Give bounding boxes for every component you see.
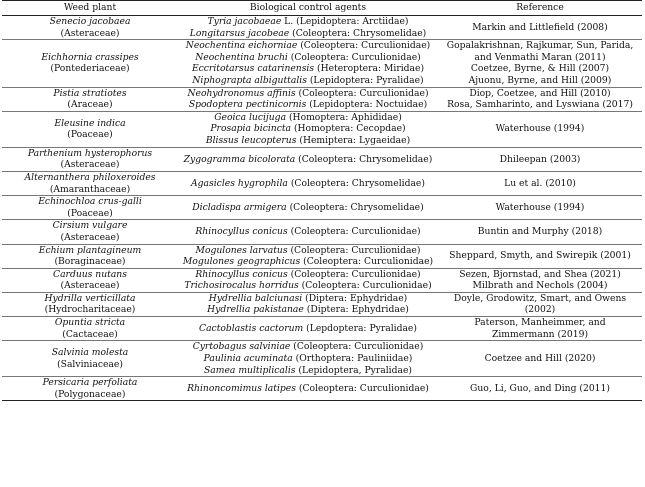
- weed-family: (Asteraceae): [60, 280, 120, 292]
- agent-species: Prosapia bicincta: [210, 123, 292, 135]
- agent-entry: [179, 353, 437, 365]
- reference-text: Sheppard, Smyth, and Swirepik (2001): [449, 250, 631, 262]
- agent-taxonomy: (Lepdoptera: Pyralidae): [303, 322, 417, 334]
- reference-cell: [438, 40, 642, 87]
- reference-text: Gopalakrishnan, Rajkumar, Sun, Parida,: [446, 40, 634, 52]
- table-row: [2, 16, 642, 40]
- agents-cell: [178, 220, 438, 244]
- weed-family: (Cactaceae): [62, 328, 118, 340]
- agent-species: Longitarsus jacobeae: [189, 27, 290, 39]
- agent-species: Agasicles hygrophila: [191, 177, 288, 189]
- agents-cell: [178, 16, 438, 40]
- agent-species: Rhinocyllus conicus: [195, 268, 288, 280]
- agent-species: Eccritotarsus catarinensis: [191, 63, 315, 75]
- agent-taxonomy: (Coleoptera: Curculionidae): [287, 268, 421, 280]
- weed-family: (Polygonaceae): [54, 388, 126, 400]
- agent-taxonomy: (Coleoptera: Curculionidae): [287, 244, 421, 256]
- agent-entry: [179, 323, 437, 335]
- agent-species: Paulinia acuminata: [203, 352, 293, 364]
- agent-entry: [179, 123, 437, 135]
- agent-species: Spodoptera pectinicornis: [188, 99, 307, 111]
- header-weed-plant: Weed plant: [2, 1, 178, 16]
- table-row: [2, 341, 642, 377]
- agent-entry: [179, 341, 437, 353]
- reference-cell: [438, 244, 642, 268]
- reference-text: and Venmathi Maran (2011): [474, 51, 606, 63]
- agent-entry: [179, 383, 437, 395]
- weed-cell: [2, 16, 178, 40]
- weed-species-name: Persicaria perfoliata: [42, 377, 138, 389]
- agent-taxonomy: (Coleoptera: Curculionidae): [297, 40, 431, 52]
- weed-cell: [2, 220, 178, 244]
- reference-cell: [438, 377, 642, 401]
- agents-cell: [178, 147, 438, 171]
- reference-cell: [438, 292, 642, 316]
- weed-species-name: Eichhornia crassipes: [41, 51, 139, 63]
- reference-text: Sezen, Bjornstad, and Shea (2021): [459, 268, 621, 280]
- reference-text: Guo, Li, Guo, and Ding (2011): [470, 383, 610, 395]
- agent-species: Geoica lucijuga: [214, 111, 287, 123]
- agent-taxonomy: (Coleoptera: Curculionidae): [295, 87, 429, 99]
- weed-cell: [2, 196, 178, 220]
- agent-species: Samea multiplicalis: [204, 364, 296, 376]
- agents-cell: [178, 292, 438, 316]
- agent-entry: [179, 16, 437, 28]
- table-row: [2, 244, 642, 268]
- agent-species: Mogulones larvatus: [195, 244, 288, 256]
- reference-cell: [438, 16, 642, 40]
- agent-entry: [179, 178, 437, 190]
- agent-entry: [179, 245, 437, 257]
- header-control-agents: Biological control agents: [178, 1, 438, 16]
- agent-species: Zygogramma bicolorata: [183, 153, 296, 165]
- agent-taxonomy: (Heteroptera: Miridae): [314, 63, 425, 75]
- agent-species: Neochentina eichorniae: [185, 40, 298, 52]
- agent-species: Cyrtobagus salviniae: [192, 341, 291, 353]
- reference-cell: [438, 111, 642, 147]
- agent-entry: [179, 304, 437, 316]
- agent-taxonomy: (Coleoptera: Curculionidae): [298, 280, 432, 292]
- weed-family: (Hydrocharitaceae): [44, 304, 136, 316]
- weed-cell: [2, 377, 178, 401]
- weed-cell: [2, 341, 178, 377]
- table-row: [2, 147, 642, 171]
- agent-species: Rhinoncomimus latipes: [187, 383, 296, 395]
- agent-taxonomy: L. (Lepidoptera: Arctiidae): [281, 16, 409, 27]
- weed-species-name: Carduus nutans: [53, 268, 127, 280]
- reference-text: Waterhouse (1994): [495, 201, 585, 213]
- reference-cell: [438, 196, 642, 220]
- weed-species-name: Opuntia stricta: [54, 317, 126, 329]
- agent-entry: [179, 135, 437, 147]
- agent-species: Mogulones geographicus: [182, 256, 301, 268]
- agent-taxonomy: (Coleoptera: Chrysomelidae): [287, 177, 425, 189]
- table-row: [2, 196, 642, 220]
- weed-species-name: Echium plantagineum: [38, 244, 142, 256]
- agent-entry: [179, 75, 437, 87]
- agent-taxonomy: (Diptera: Ephydridae): [303, 304, 409, 316]
- agent-taxonomy: (Coleoptera: Curculionidae): [300, 256, 434, 268]
- reference-cell: [438, 87, 642, 111]
- agent-taxonomy: (Lepidoptera, Pyralidae): [295, 364, 412, 376]
- reference-text: Buntin and Murphy (2018): [477, 226, 603, 238]
- table-row: [2, 111, 642, 147]
- weed-species-name: Eleusine indica: [54, 117, 126, 129]
- reference-text: Paterson, Manheimmer, and: [474, 317, 606, 329]
- weed-family: (Asteraceae): [60, 231, 120, 243]
- weed-family: (Asteraceae): [60, 27, 120, 39]
- agent-taxonomy: (Coleoptera: Curculionidae): [290, 341, 424, 353]
- agent-species: Niphograpta albiguttalis: [192, 74, 307, 86]
- agent-entry: [179, 88, 437, 100]
- table-header: [2, 1, 642, 16]
- agents-cell: [178, 341, 438, 377]
- reference-text: Doyle, Grodowitz, Smart, and Owens: [453, 292, 627, 304]
- table-row: [2, 317, 642, 341]
- agent-species: Neohydronomus affinis: [187, 87, 296, 99]
- agent-taxonomy: (Orthoptera: Pauliniidae): [292, 352, 413, 364]
- weed-species-name: Alternanthera philoxeroides: [24, 171, 156, 183]
- weed-cell: [2, 244, 178, 268]
- agent-entry: [179, 99, 437, 111]
- agent-species: Cactoblastis cactorum: [199, 322, 304, 334]
- agents-cell: [178, 87, 438, 111]
- agent-entry: [179, 202, 437, 214]
- weed-cell: [2, 147, 178, 171]
- reference-text: Rosa, Samharinto, and Lyswiana (2017): [447, 99, 633, 111]
- weed-family: (Asteraceae): [60, 159, 120, 171]
- reference-cell: [438, 341, 642, 377]
- weed-species-name: Hydrilla verticillata: [44, 292, 136, 304]
- agent-taxonomy: (Coleoptera: Chrysomelidae): [289, 27, 427, 39]
- reference-cell: [438, 268, 642, 292]
- agent-taxonomy: (Coleoptera: Curculionidae): [295, 383, 429, 395]
- agent-taxonomy: (Diptera: Ephydridae): [302, 292, 408, 304]
- weed-cell: [2, 171, 178, 195]
- weed-cell: [2, 268, 178, 292]
- reference-cell: [438, 220, 642, 244]
- agents-cell: [178, 244, 438, 268]
- agent-species: Rhinocyllus conicus: [195, 226, 288, 238]
- reference-cell: [438, 147, 642, 171]
- agent-species: Dicladispa armigera: [192, 201, 287, 213]
- weed-family: (Salviniaceae): [57, 358, 123, 370]
- agent-species: Trichosirocalus horridus: [184, 280, 299, 292]
- reference-cell: [438, 317, 642, 341]
- agents-cell: [178, 111, 438, 147]
- agent-entry: [179, 226, 437, 238]
- header-row: [2, 1, 642, 16]
- reference-text: Waterhouse (1994): [495, 123, 585, 135]
- weed-species-name: Salvinia molesta: [51, 347, 129, 359]
- agents-cell: [178, 268, 438, 292]
- agent-species: Hydrellia balciunasi: [208, 292, 303, 304]
- weed-family: (Poaceae): [67, 207, 113, 219]
- table-row: [2, 171, 642, 195]
- table-row: [2, 220, 642, 244]
- agent-taxonomy: (Coleoptera: Curculionidae): [287, 51, 421, 63]
- weed-species-name: Pistia stratiotes: [53, 87, 127, 99]
- weed-species-name: Cirsium vulgare: [52, 220, 128, 232]
- weed-cell: [2, 87, 178, 111]
- agent-taxonomy: (Lepidoptera: Noctuidae): [306, 99, 428, 111]
- agents-cell: [178, 40, 438, 87]
- reference-text: Coetzee, Byrne, & Hill (2007): [470, 63, 610, 75]
- reference-text: (2002): [524, 304, 556, 316]
- agent-species: Hydrellia pakistanae: [207, 304, 304, 316]
- weed-species-name: Parthenium hysterophorus: [27, 147, 153, 159]
- reference-text: Markin and Littlefield (2008): [472, 21, 608, 33]
- agent-entry: [179, 40, 437, 52]
- weed-cell: [2, 317, 178, 341]
- reference-text: Diop, Coetzee, and Hill (2010): [469, 87, 611, 99]
- agent-taxonomy: (Hemiptera: Lygaeidae): [296, 135, 411, 147]
- reference-text: Dhileepan (2003): [499, 153, 581, 165]
- weed-family: (Araceae): [67, 99, 113, 111]
- weed-species-name: Senecio jacobaea: [49, 16, 131, 27]
- agents-cell: [178, 196, 438, 220]
- agent-taxonomy: (Lepidoptera: Pyralidae): [306, 74, 424, 86]
- agent-entry: [179, 269, 437, 281]
- agent-taxonomy: (Coleoptera: Curculionidae): [287, 226, 421, 238]
- agent-entry: [179, 28, 437, 40]
- reference-text: Lu et al. (2010): [504, 177, 576, 189]
- weed-family: (Boraginaceae): [54, 256, 126, 268]
- weed-family: (Amaranthaceae): [49, 183, 131, 195]
- agent-entry: [179, 256, 437, 268]
- reference-text: Ajuonu, Byrne, and Hill (2009): [468, 74, 612, 86]
- table-row: [2, 292, 642, 316]
- reference-text: Coetzee and Hill (2020): [484, 352, 596, 364]
- reference-text: Zimmermann (2019): [491, 328, 589, 340]
- agent-entry: [179, 52, 437, 64]
- agent-species: Blissus leucopterus: [205, 135, 297, 147]
- reference-cell: [438, 171, 642, 195]
- weed-cell: [2, 111, 178, 147]
- weed-cell: [2, 40, 178, 87]
- weed-cell: [2, 292, 178, 316]
- weed-species-name: Echinochloa crus-galli: [38, 196, 142, 208]
- weed-family: (Poaceae): [67, 129, 113, 141]
- table-body: [2, 16, 642, 401]
- table-row: [2, 377, 642, 401]
- agent-taxonomy: (Homoptera: Cecopdae): [291, 123, 406, 135]
- agents-cell: [178, 377, 438, 401]
- agent-taxonomy: (Homoptera: Aphididae): [286, 111, 402, 123]
- agents-cell: [178, 317, 438, 341]
- table-row: [2, 87, 642, 111]
- agent-taxonomy: (Coleoptera: Chrysomelidae): [295, 153, 433, 165]
- table-row: [2, 268, 642, 292]
- agent-taxonomy: (Coleoptera: Chrysomelidae): [286, 201, 424, 213]
- agents-cell: [178, 171, 438, 195]
- agent-entry: [179, 112, 437, 124]
- agent-entry: [179, 365, 437, 377]
- weed-family: (Pontederiaceae): [50, 63, 130, 75]
- agent-entry: [179, 293, 437, 305]
- agent-species: Neochentina bruchi: [195, 51, 288, 63]
- reference-text: Milbrath and Nechols (2004): [472, 280, 608, 292]
- header-reference: Reference: [438, 1, 642, 16]
- agent-entry: [179, 63, 437, 75]
- agent-species: Tyria jacobaeae: [207, 16, 282, 27]
- agent-entry: [179, 154, 437, 166]
- biocontrol-table: [2, 0, 642, 401]
- table-row: [2, 40, 642, 87]
- agent-entry: [179, 280, 437, 292]
